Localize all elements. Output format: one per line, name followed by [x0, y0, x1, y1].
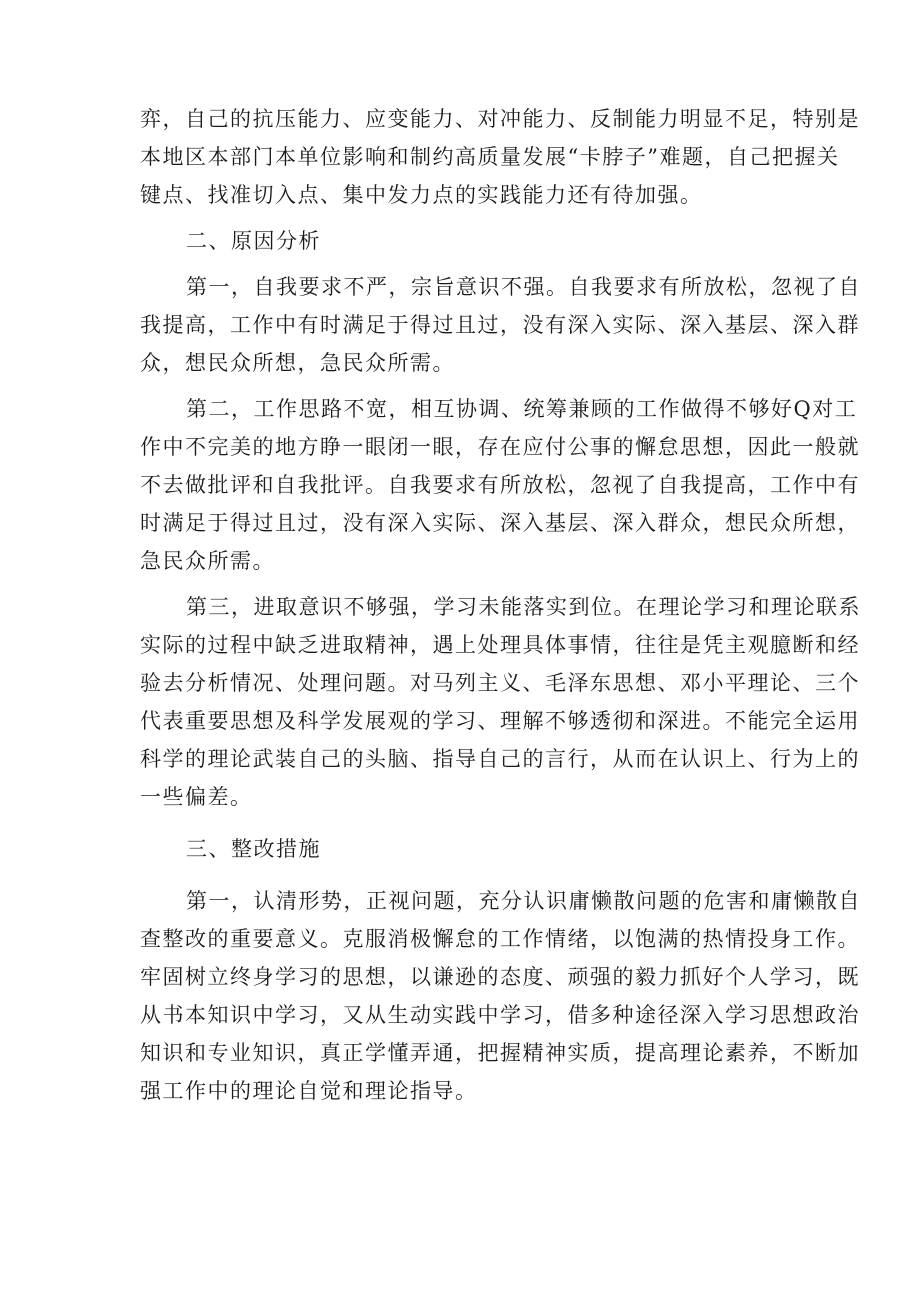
text-line: 第二，工作思路不宽，相互协调、统筹兼顾的工作做得不够好Q对工	[186, 397, 858, 421]
text-line: 强工作中的理论自觉和理论指导。	[140, 1079, 478, 1103]
paragraph-cause-2	[140, 390, 860, 580]
text-line: 科学的理论武装自己的头脑、指导自己的言行，从而在认识上、行为上的	[140, 747, 860, 771]
text-line: 时满足于得过且过，没有深入实际、深入基层、深入群众，想民众所想，	[140, 511, 860, 535]
text-line: 第一，自我要求不严，宗旨意识不强。自我要求有所放松，忽视了自	[186, 275, 861, 299]
section-heading-cause-analysis: 二、原因分析	[186, 229, 321, 253]
text-line: 从书本知识中学习，又从生动实践中学习，借多种途径深入学习思想政治	[140, 1003, 860, 1027]
text-line: 本地区本部门本单位影响和制约高质量发展“卡脖子”难题，自己把握关	[140, 145, 840, 169]
text-line: 验去分析情况、处理问题。对马列主义、毛泽东思想、邓小平理论、三个	[140, 671, 860, 695]
text-line: 一些偏差。	[140, 785, 253, 809]
text-line: 键点、找准切入点、集中发力点的实践能力还有待加强。	[140, 183, 703, 207]
text-line: 我提高，工作中有时满足于得过且过，没有深入实际、深入基层、深入群	[140, 313, 860, 337]
section-heading-rectification: 三、整改措施	[186, 837, 321, 861]
text-line: 第一，认清形势，正视问题，充分认识庸懒散问题的危害和庸懒散自	[186, 889, 861, 913]
text-line: 急民众所需。	[140, 549, 275, 573]
text-line: 查整改的重要意义。克服消极懈怠的工作情绪，以饱满的热情投身工作。	[140, 927, 860, 951]
paragraph-cause-1	[140, 268, 861, 382]
text-line: 不去做批评和自我批评。自我要求有所放松，忽视了自我提高，工作中有	[140, 473, 860, 497]
text-line: 牢固树立终身学习的思想，以谦逊的态度、顽强的毅力抓好个人学习，既	[140, 965, 860, 989]
text-line: 众，想民众所想，急民众所需。	[140, 351, 455, 375]
paragraph-continuation	[140, 100, 860, 214]
text-line: 知识和专业知识，真正学懂弄通，把握精神实质，提高理论素养，不断加	[140, 1041, 860, 1065]
text-line: 弈，自己的抗压能力、应变能力、对冲能力、反制能力明显不足，特别是	[140, 107, 860, 131]
text-line: 作中不完美的地方睁一眼闭一眼，存在应付公事的懈怠思想，因此一般就	[140, 435, 860, 459]
text-line: 第三，进取意识不够强，学习未能落实到位。在理论学习和理论联系	[186, 595, 861, 619]
text-line: 代表重要思想及科学发展观的学习、理解不够透彻和深进。不能完全运用	[140, 709, 860, 733]
text-line: 实际的过程中缺乏进取精神，遇上处理具体事情，往往是凭主观臆断和经	[140, 633, 860, 657]
paragraph-cause-3	[140, 588, 861, 816]
paragraph-measure-1	[140, 882, 861, 1110]
document-body	[140, 100, 861, 1110]
